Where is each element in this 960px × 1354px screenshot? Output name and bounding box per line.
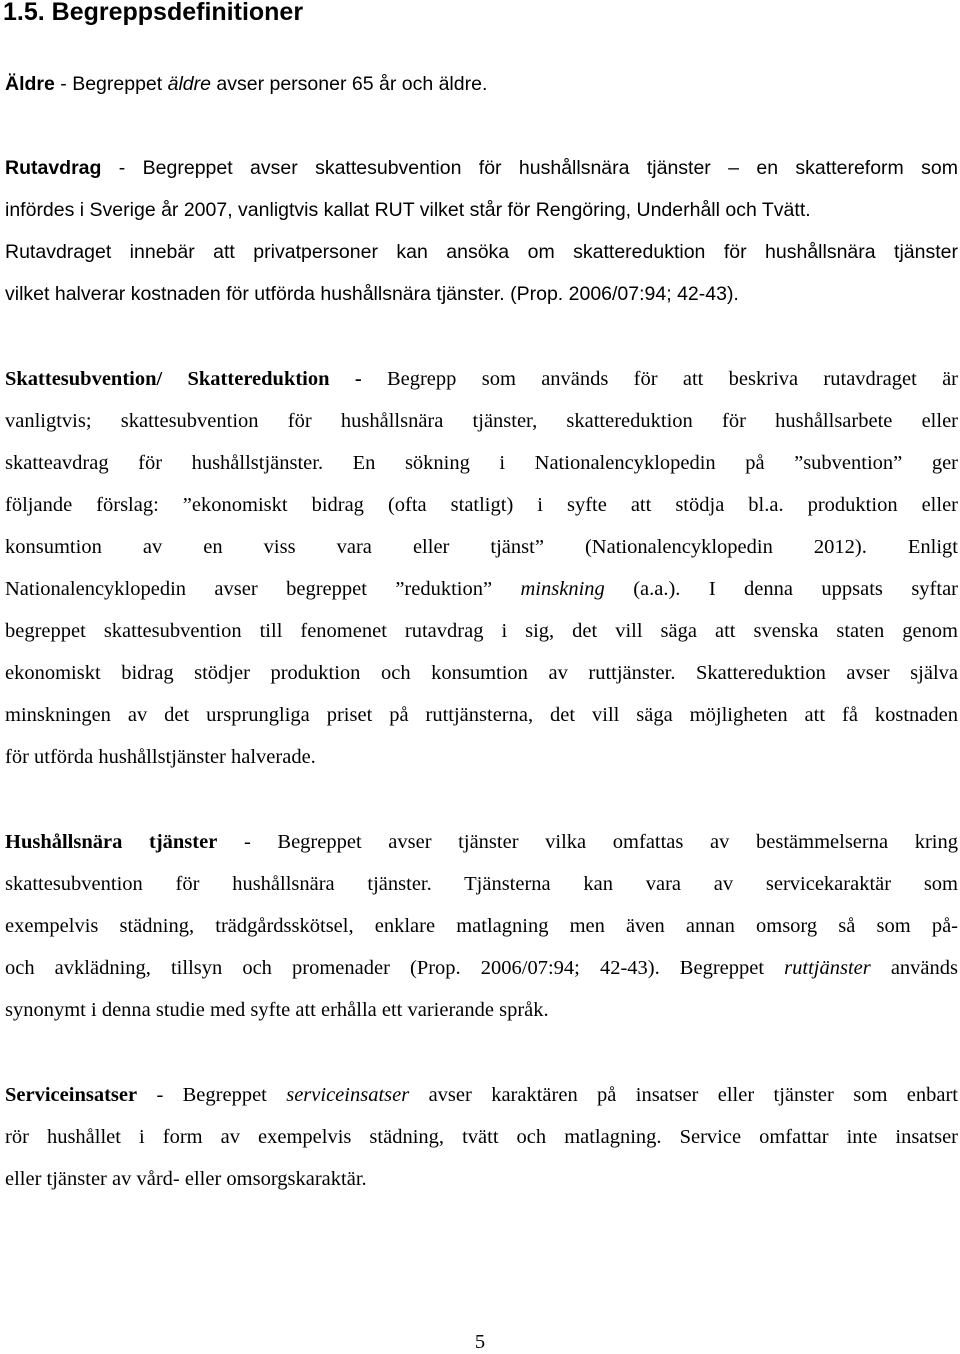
term-rutavdrag: Rutavdrag: [5, 157, 102, 179]
definition-line: Serviceinsatser - Begreppet serviceinsatser avser karaktären på insatser eller tjänster som enbart: [5, 1084, 958, 1106]
definition-line: minskningen av det ursprungliga priset på ruttjänsterna, det vill säga möjligheten att få kostnaden: [5, 704, 958, 726]
definition-line: Hushållsnära tjänster - Begreppet avser tjänster vilka omfattas av bestämmelserna kring: [5, 831, 958, 853]
definition-line: synonymt i denna studie med syfte att erhålla ett varierande språk.: [5, 999, 549, 1021]
definition-line: och avklädning, tillsyn och promenader (Prop. 2006/07:94; 42-43). Begreppet ruttjänster används: [5, 957, 958, 979]
term-aldre: Äldre: [5, 73, 55, 95]
definition-line: Nationalencyklopedin avser begreppet ”reduktion” minskning (a.a.). I denna uppsats syftar: [5, 578, 958, 600]
term-italic: serviceinsatser: [286, 1084, 410, 1106]
term-serviceinsatser: Serviceinsatser: [5, 1084, 138, 1106]
definition-line: rör hushållet i form av exempelvis städning, tvätt och matlagning. Service omfattar inte insatser: [5, 1126, 958, 1148]
definition-skattesubvention: [5, 358, 958, 778]
term-italic: äldre: [167, 73, 211, 95]
term-italic: ruttjänster: [784, 957, 871, 979]
definition-line: ekonomiskt bidrag stödjer produktion och konsumtion av ruttjänster. Skattereduktion avser själva: [5, 662, 958, 684]
definition-line: exempelvis städning, trädgårdsskötsel, enklare matlagning men även annan omsorg så som på-: [5, 915, 958, 937]
definition-line: Skattesubvention/ Skattereduktion - Begrepp som används för att beskriva rutavdraget är: [5, 368, 958, 390]
term-hushallsnara: Hushållsnära tjänster: [5, 831, 218, 853]
definition-hushallsnara: [5, 821, 958, 1031]
term-italic: minskning: [520, 578, 605, 600]
definition-line: Äldre - Begreppet äldre avser personer 65 år och äldre.: [5, 73, 488, 95]
definition-line: följande förslag: ”ekonomiskt bidrag (ofta statligt) i syfte att stödja bl.a. produktion eller: [5, 494, 958, 516]
definition-line: för utförda hushållstjänster halverade.: [5, 746, 316, 768]
definition-aldre: [5, 63, 958, 105]
page-number: 5: [474, 1331, 486, 1353]
definition-line: infördes i Sverige år 2007, vanligtvis kallat RUT vilket står för Rengöring, Underhåll och Tvätt.: [5, 199, 811, 221]
section-heading: 1.5. Begreppsdefinitioner: [3, 0, 304, 26]
definition-line: konsumtion av en viss vara eller tjänst” (Nationalencyklopedin 2012). Enligt: [5, 536, 958, 558]
definition-line: Rutavdraget innebär att privatpersoner kan ansöka om skattereduktion för hushållsnära tjänster: [5, 241, 958, 263]
definition-line: vanligtvis; skattesubvention för hushållsnära tjänster, skattereduktion för hushållsarbete eller: [5, 410, 958, 432]
definition-line: Rutavdrag - Begreppet avser skattesubvention för hushållsnära tjänster – en skattereform som: [5, 157, 958, 179]
definition-line: eller tjänster av vård- eller omsorgskaraktär.: [5, 1168, 367, 1190]
definition-line: vilket halverar kostnaden för utförda hushållsnära tjänster. (Prop. 2006/07:94; 42-43).: [5, 283, 739, 305]
definition-line: begreppet skattesubvention till fenomenet rutavdrag i sig, det vill säga att svenska staten genom: [5, 620, 958, 642]
term-skattesubvention: Skattesubvention/ Skattereduktion -: [5, 368, 362, 390]
definition-line: skatteavdrag för hushållstjänster. En sökning i Nationalencyklopedin på ”subvention” ger: [5, 452, 958, 474]
definition-line: skattesubvention för hushållsnära tjänster. Tjänsterna kan vara av servicekaraktär som: [5, 873, 958, 895]
definition-rutavdrag: [5, 147, 958, 315]
definition-serviceinsatser: [5, 1074, 958, 1200]
